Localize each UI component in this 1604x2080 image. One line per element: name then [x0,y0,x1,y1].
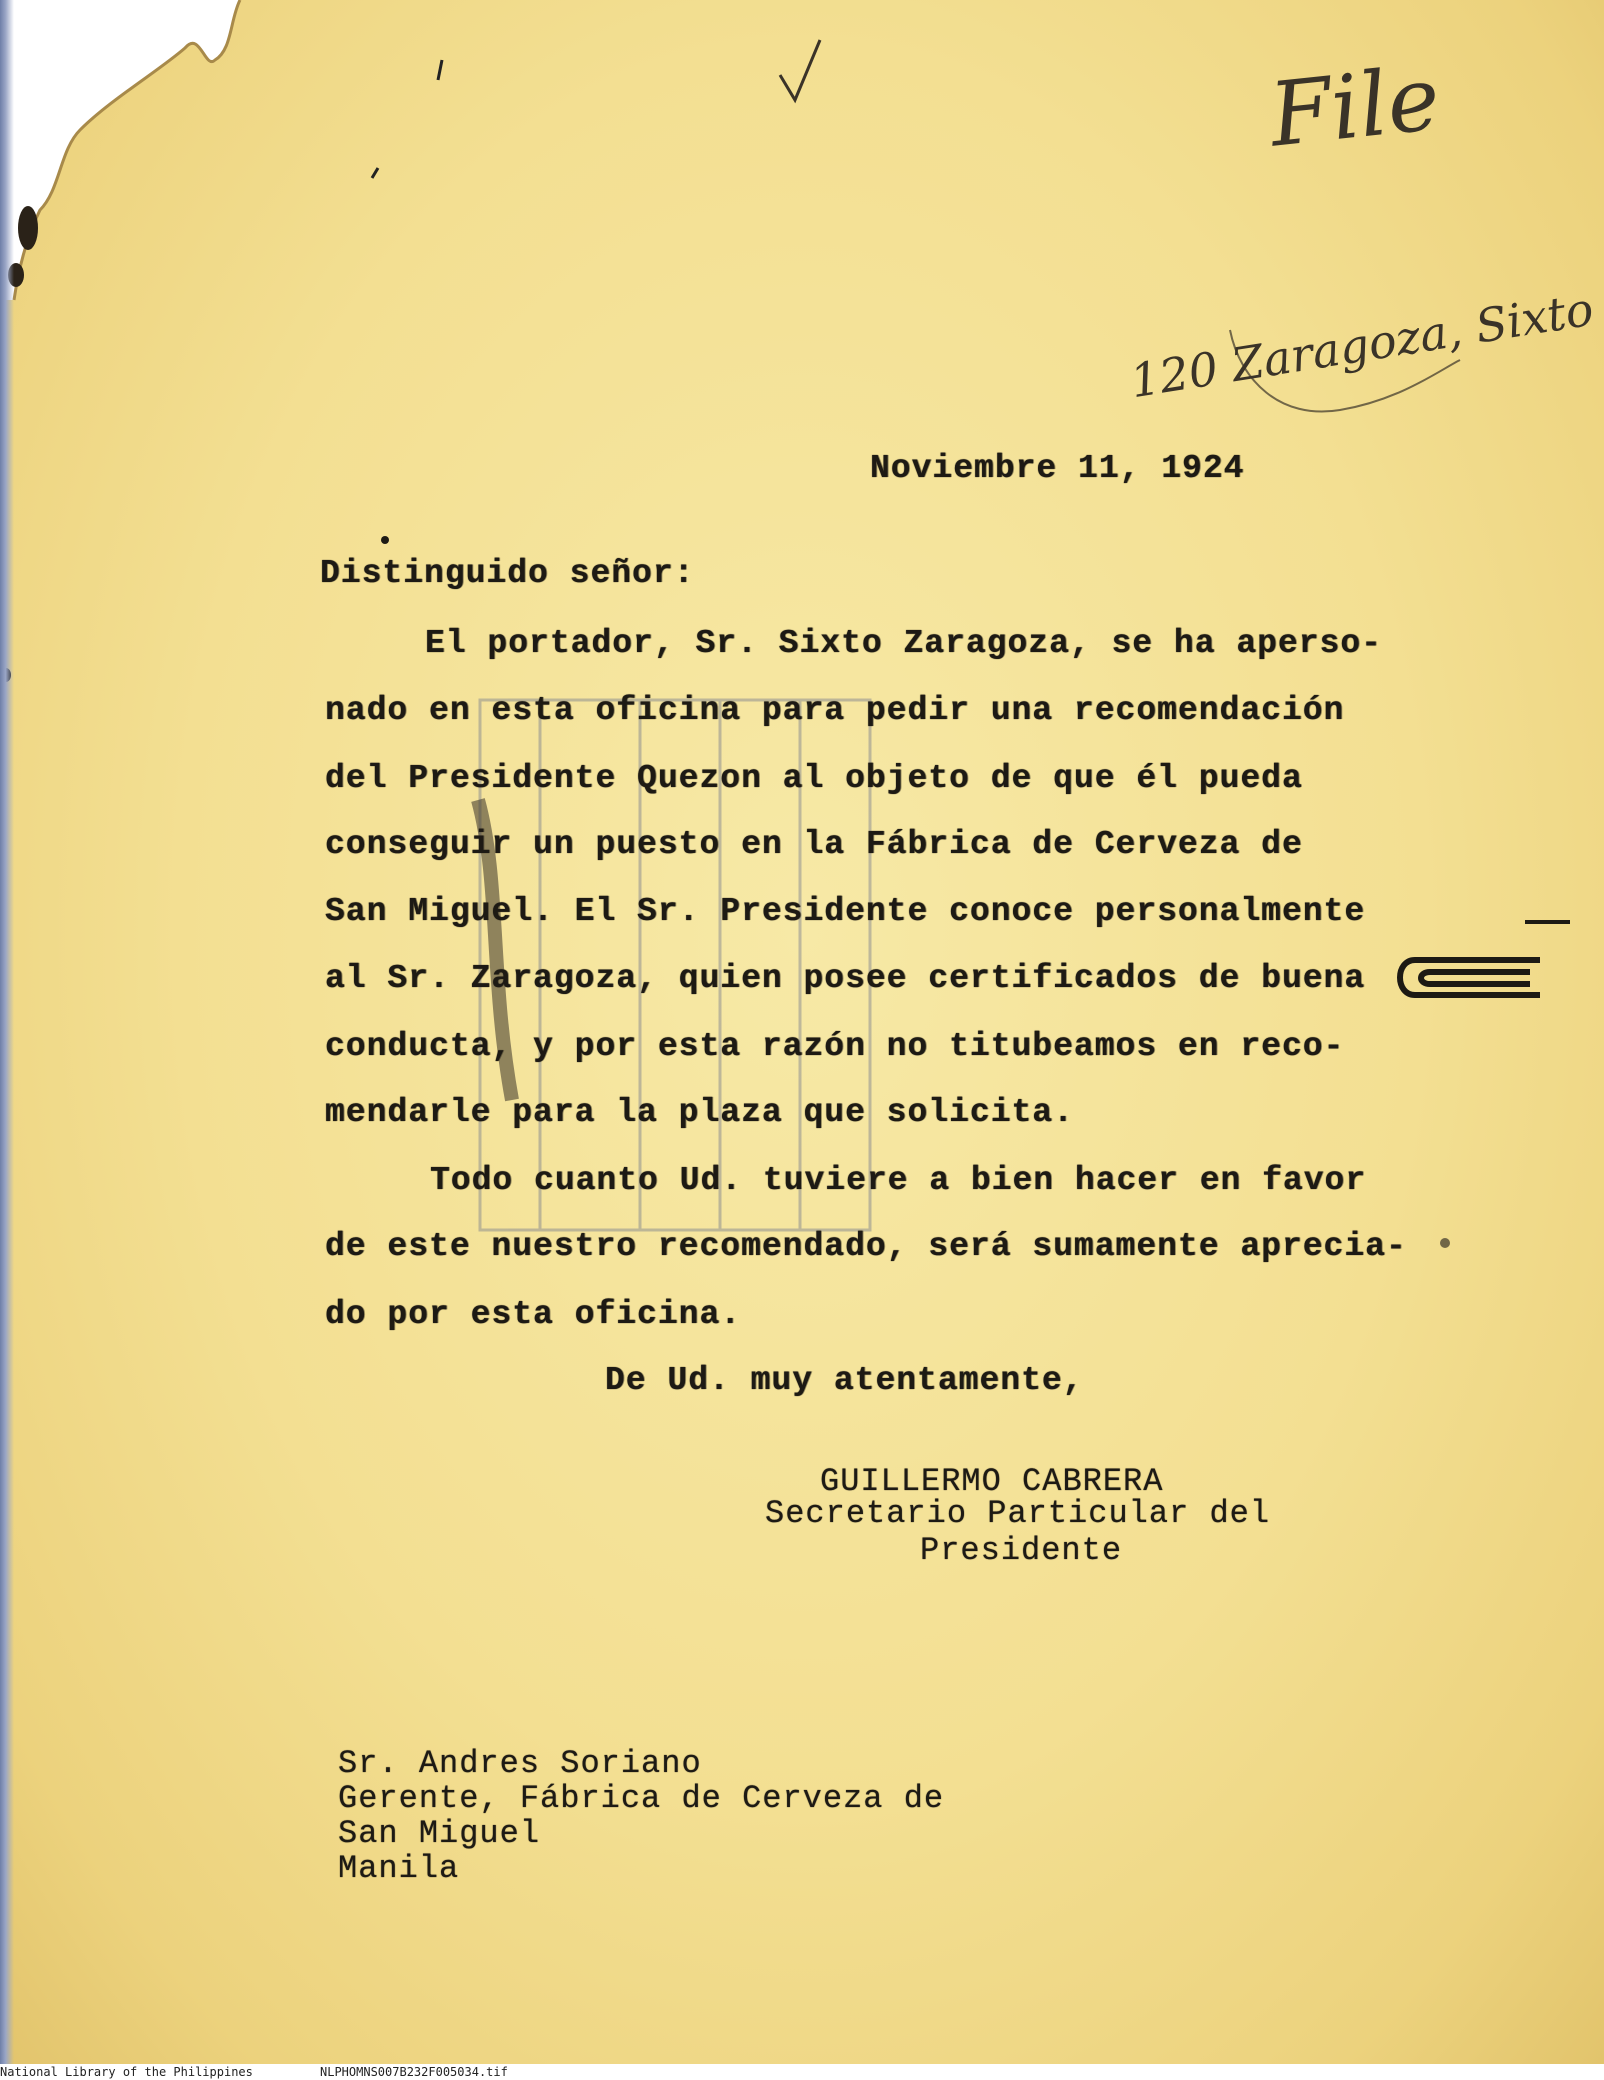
body-line: conducta, y por esta razón no titubeamos en reco- [325,1028,1345,1065]
signature-title: Secretario Particular del [765,1495,1271,1532]
institution-label: National Library of the Philippines [0,2065,253,2079]
salutation: Distinguido señor: [320,555,695,592]
body-line: do por esta oficina. [325,1296,742,1333]
body-line: El portador, Sr. Sixto Zaragoza, se ha aperso- [425,625,1382,662]
body-line: conseguir un puesto en la Fábrica de Cerveza de [325,826,1303,863]
body-line: Todo cuanto Ud. tuviere a bien hacer en favor [430,1162,1367,1199]
signature-name: GUILLERMO CABRERA [820,1463,1164,1500]
body-line: de este nuestro recomendado, será sumamente aprecia- [325,1228,1407,1265]
index-note: 120 Zaragoza, Sixto [1126,281,1597,409]
body-line: mendarle para la plaza que solicita. [325,1094,1074,1131]
recipient-line: San Miguel [338,1815,541,1852]
letter-date: Noviembre 11, 1924 [870,450,1245,487]
recipient-line: Manila [338,1850,460,1887]
recipient-line: Gerente, Fábrica de Cerveza de [338,1780,945,1817]
body-line: del Presidente Quezon al objeto de que él pueda [325,760,1303,797]
scan-caption [0,2064,1604,2080]
file-note: File [1265,46,1445,167]
recipient-line: Sr. Andres Soriano [338,1745,702,1782]
body-line: al Sr. Zaragoza, quien posee certificados de buena [325,960,1366,997]
signature-title: Presidente [920,1532,1123,1569]
scan-edge [0,0,14,2064]
closing: De Ud. muy atentamente, [605,1362,1084,1399]
body-line: San Miguel. El Sr. Presidente conoce personalmente [325,893,1366,930]
file-id-label: NLPHOMNS007B232F005034.tif [320,2065,508,2079]
body-line: nado en esta oficina para pedir una recomendación [325,692,1345,729]
paper-clip [1400,922,1570,995]
